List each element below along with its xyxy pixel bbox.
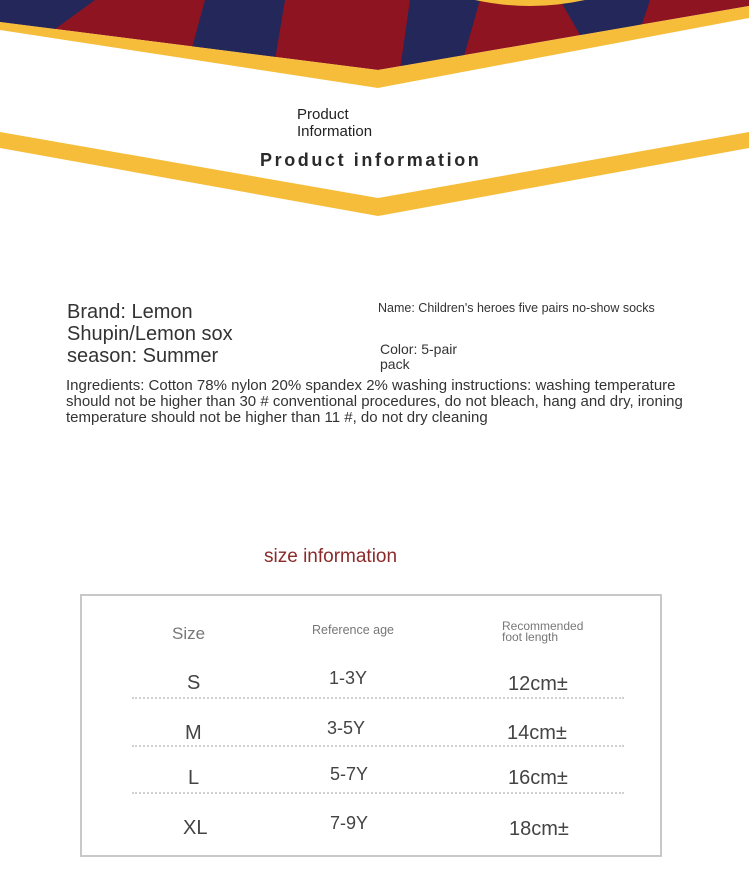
age-cell: 5-7Y — [330, 764, 369, 784]
size-information-title: size information — [264, 546, 398, 567]
product-information-caption: Product Information — [297, 106, 373, 140]
brand-text: Brand: Lemon Shupin/Lemon sox — [67, 301, 233, 345]
season-text: season: Summer — [67, 345, 219, 367]
foot-length-cell: 12cm± — [508, 673, 568, 695]
size-cell: S — [187, 672, 201, 694]
size-column-header: Size — [172, 624, 206, 643]
product-color: Color: 5-pair pack — [380, 341, 458, 372]
age-cell: 1-3Y — [329, 668, 368, 688]
age-column-header: Reference age — [312, 623, 395, 637]
foot-length-column-header: Recommended foot length — [502, 619, 584, 644]
row-divider — [132, 697, 624, 699]
top-decorative-banner — [0, 0, 749, 90]
foot-length-cell: 18cm± — [509, 818, 569, 840]
size-cell: L — [188, 767, 200, 789]
foot-length-cell: 14cm± — [507, 722, 567, 744]
foot-length-cell: 16cm± — [508, 767, 568, 789]
size-table — [80, 594, 662, 857]
age-cell: 3-5Y — [327, 718, 366, 738]
product-information-title: Product information — [260, 150, 482, 170]
brand-block — [67, 301, 287, 367]
ingredients-text: Ingredients: Cotton 78% nylon 20% spandex 2% washing instructions: washing temperature should not be higher than 30 # conventional procedures, do not bleach, hang and dry, ironing temperature should not be higher than 11 #, do not dry cleaning — [66, 377, 683, 426]
product-name: Name: Children's heroes five pairs no-show socks — [378, 301, 655, 315]
row-divider — [132, 745, 624, 747]
age-cell: 7-9Y — [330, 813, 369, 833]
row-divider — [132, 792, 624, 794]
title-chevron-banner — [0, 128, 749, 218]
size-cell: XL — [183, 817, 208, 839]
size-cell: M — [185, 722, 202, 744]
